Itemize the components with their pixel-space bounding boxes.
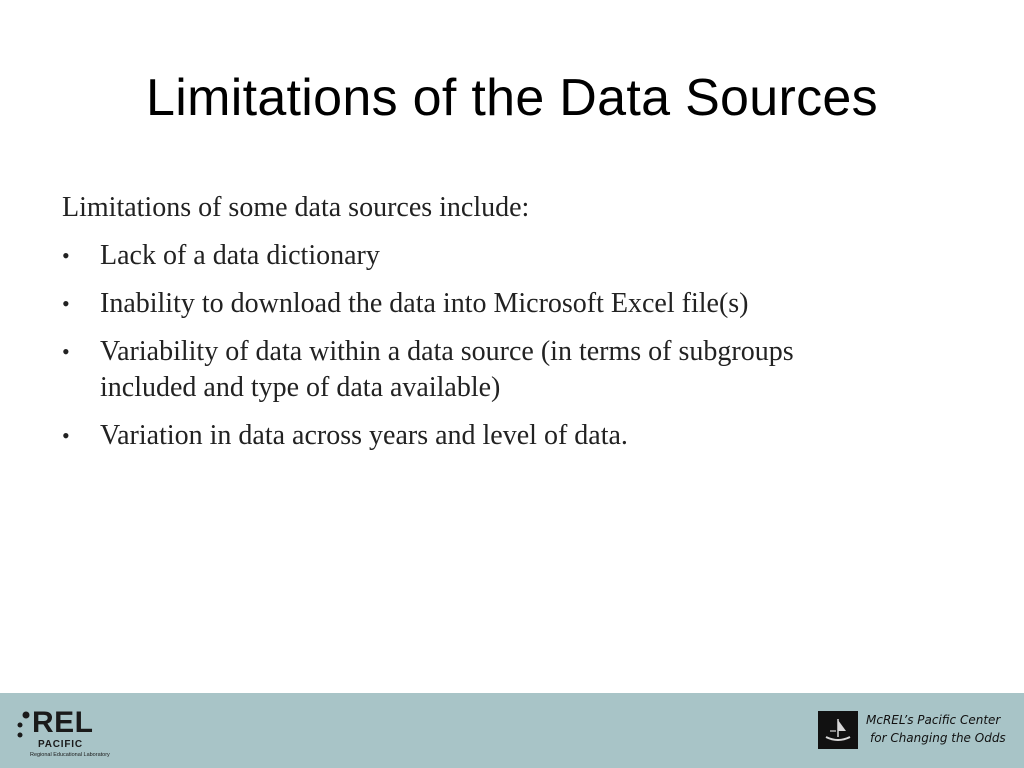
rel-pacific-logo [16,701,110,763]
canoe-icon [818,711,858,749]
bullet-marker: • [62,423,70,448]
mcrel-logo-line2: for Changing the Odds [870,731,1006,745]
bullet-marker: • [62,339,70,364]
rel-logo-name: REL [32,706,94,739]
slide-title: Limitations of the Data Sources [146,69,878,127]
bullet-item [62,238,942,274]
mcrel-logo [818,711,1018,751]
bullet-item [62,418,942,454]
rel-logo-region: PACIFIC [38,739,83,750]
rel-logo-tagline: Regional Educational Laboratory [30,752,110,758]
bullet-text: Lack of a data dictionary [100,240,380,271]
bullet-text: Variation in data across years and level of data. [100,420,628,451]
mcrel-logo-line1: McREL’s Pacific Center [866,713,1001,727]
intro-text: Limitations of some data sources include: [62,192,530,223]
bullet-text: Variability of data within a data source (in terms of subgroups included and type of data available) [100,336,794,403]
rel-dots-icon [16,711,30,741]
footer-bar [0,693,1024,768]
bullet-text: Inability to download the data into Microsoft Excel file(s) [100,288,749,319]
slide-body [62,190,942,466]
bullet-item [62,286,942,322]
bullet-list [62,238,942,454]
bullet-item [62,334,800,406]
bullet-marker: • [62,291,70,316]
bullet-marker: • [62,243,70,268]
